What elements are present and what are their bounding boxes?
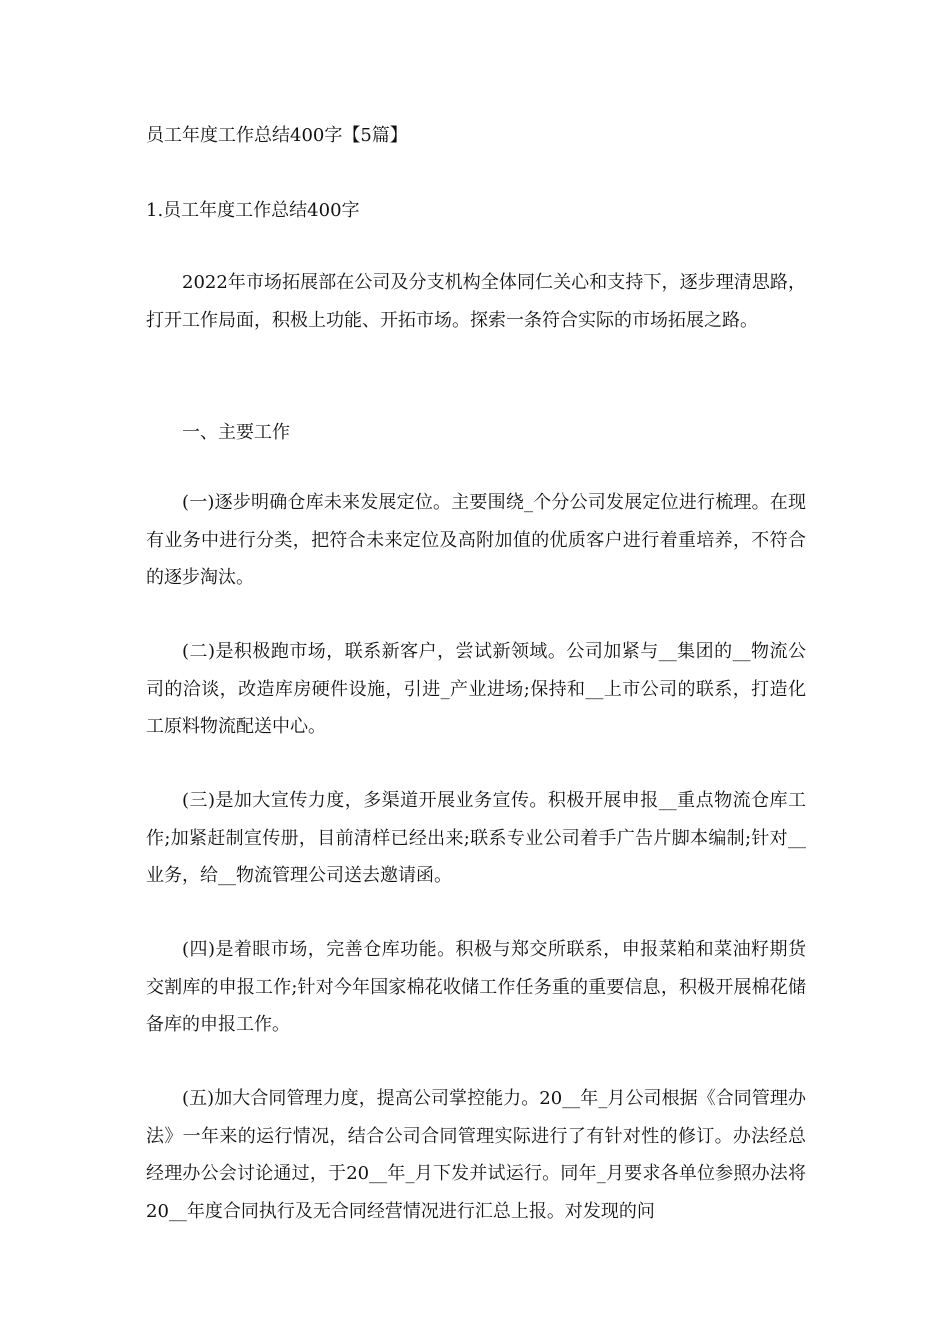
- paragraph-item-3: (三)是加大宣传力度，多渠道开展业务宣传。积极开展申报__重点物流仓库工作;加紧赶制宣传册，目前清样已经出来;联系专业公司着手广告片脚本编制;针对__业务，给__物流管理公司送去邀请函。: [146, 790, 806, 886]
- paragraph-item-5: (五)加大合同管理力度，提高公司掌控能力。20__年_月公司根据《合同管理办法》一年来的运行情况，结合公司合同管理实际进行了有针对性的修订。办法经总经理办公会讨论通过，于20__年_月下发并试运行。同年_月要求各单位参照办法将20__年度合同执行及无合同经营情况进行汇总上报。对发现的问: [146, 1088, 806, 1222]
- section-title: 1.员工年度工作总结400字: [146, 200, 360, 221]
- paragraph-intro: 2022年市场拓展部在公司及分支机构全体同仁关心和支持下，逐步理清思路，打开工作局面，积极上功能、开拓市场。探索一条符合实际的市场拓展之路。: [146, 272, 806, 331]
- paragraph-item-2: (二)是积极跑市场，联系新客户，尝试新领域。公司加紧与__集团的__物流公司的洽谈，改造库房硬件设施，引进_产业进场;保持和__上市公司的联系，打造化工原料物流配送中心。: [146, 641, 806, 737]
- paragraph-item-1: (一)逐步明确仓库未来发展定位。主要围绕_个分公司发展定位进行梳理。在现有业务中进行分类，把符合未来定位及高附加值的优质客户进行着重培养，不符合的逐步淘汰。: [146, 492, 806, 588]
- section-heading-main-work: 一、主要工作: [182, 422, 290, 443]
- paragraph-item-4: (四)是着眼市场，完善仓库功能。积极与郑交所联系，申报菜粕和菜油籽期货交割库的申报工作;针对今年国家棉花收储工作任务重的重要信息，积极开展棉花储备库的申报工作。: [146, 939, 806, 1035]
- document-title: 员工年度工作总结400字【5篇】: [146, 125, 408, 146]
